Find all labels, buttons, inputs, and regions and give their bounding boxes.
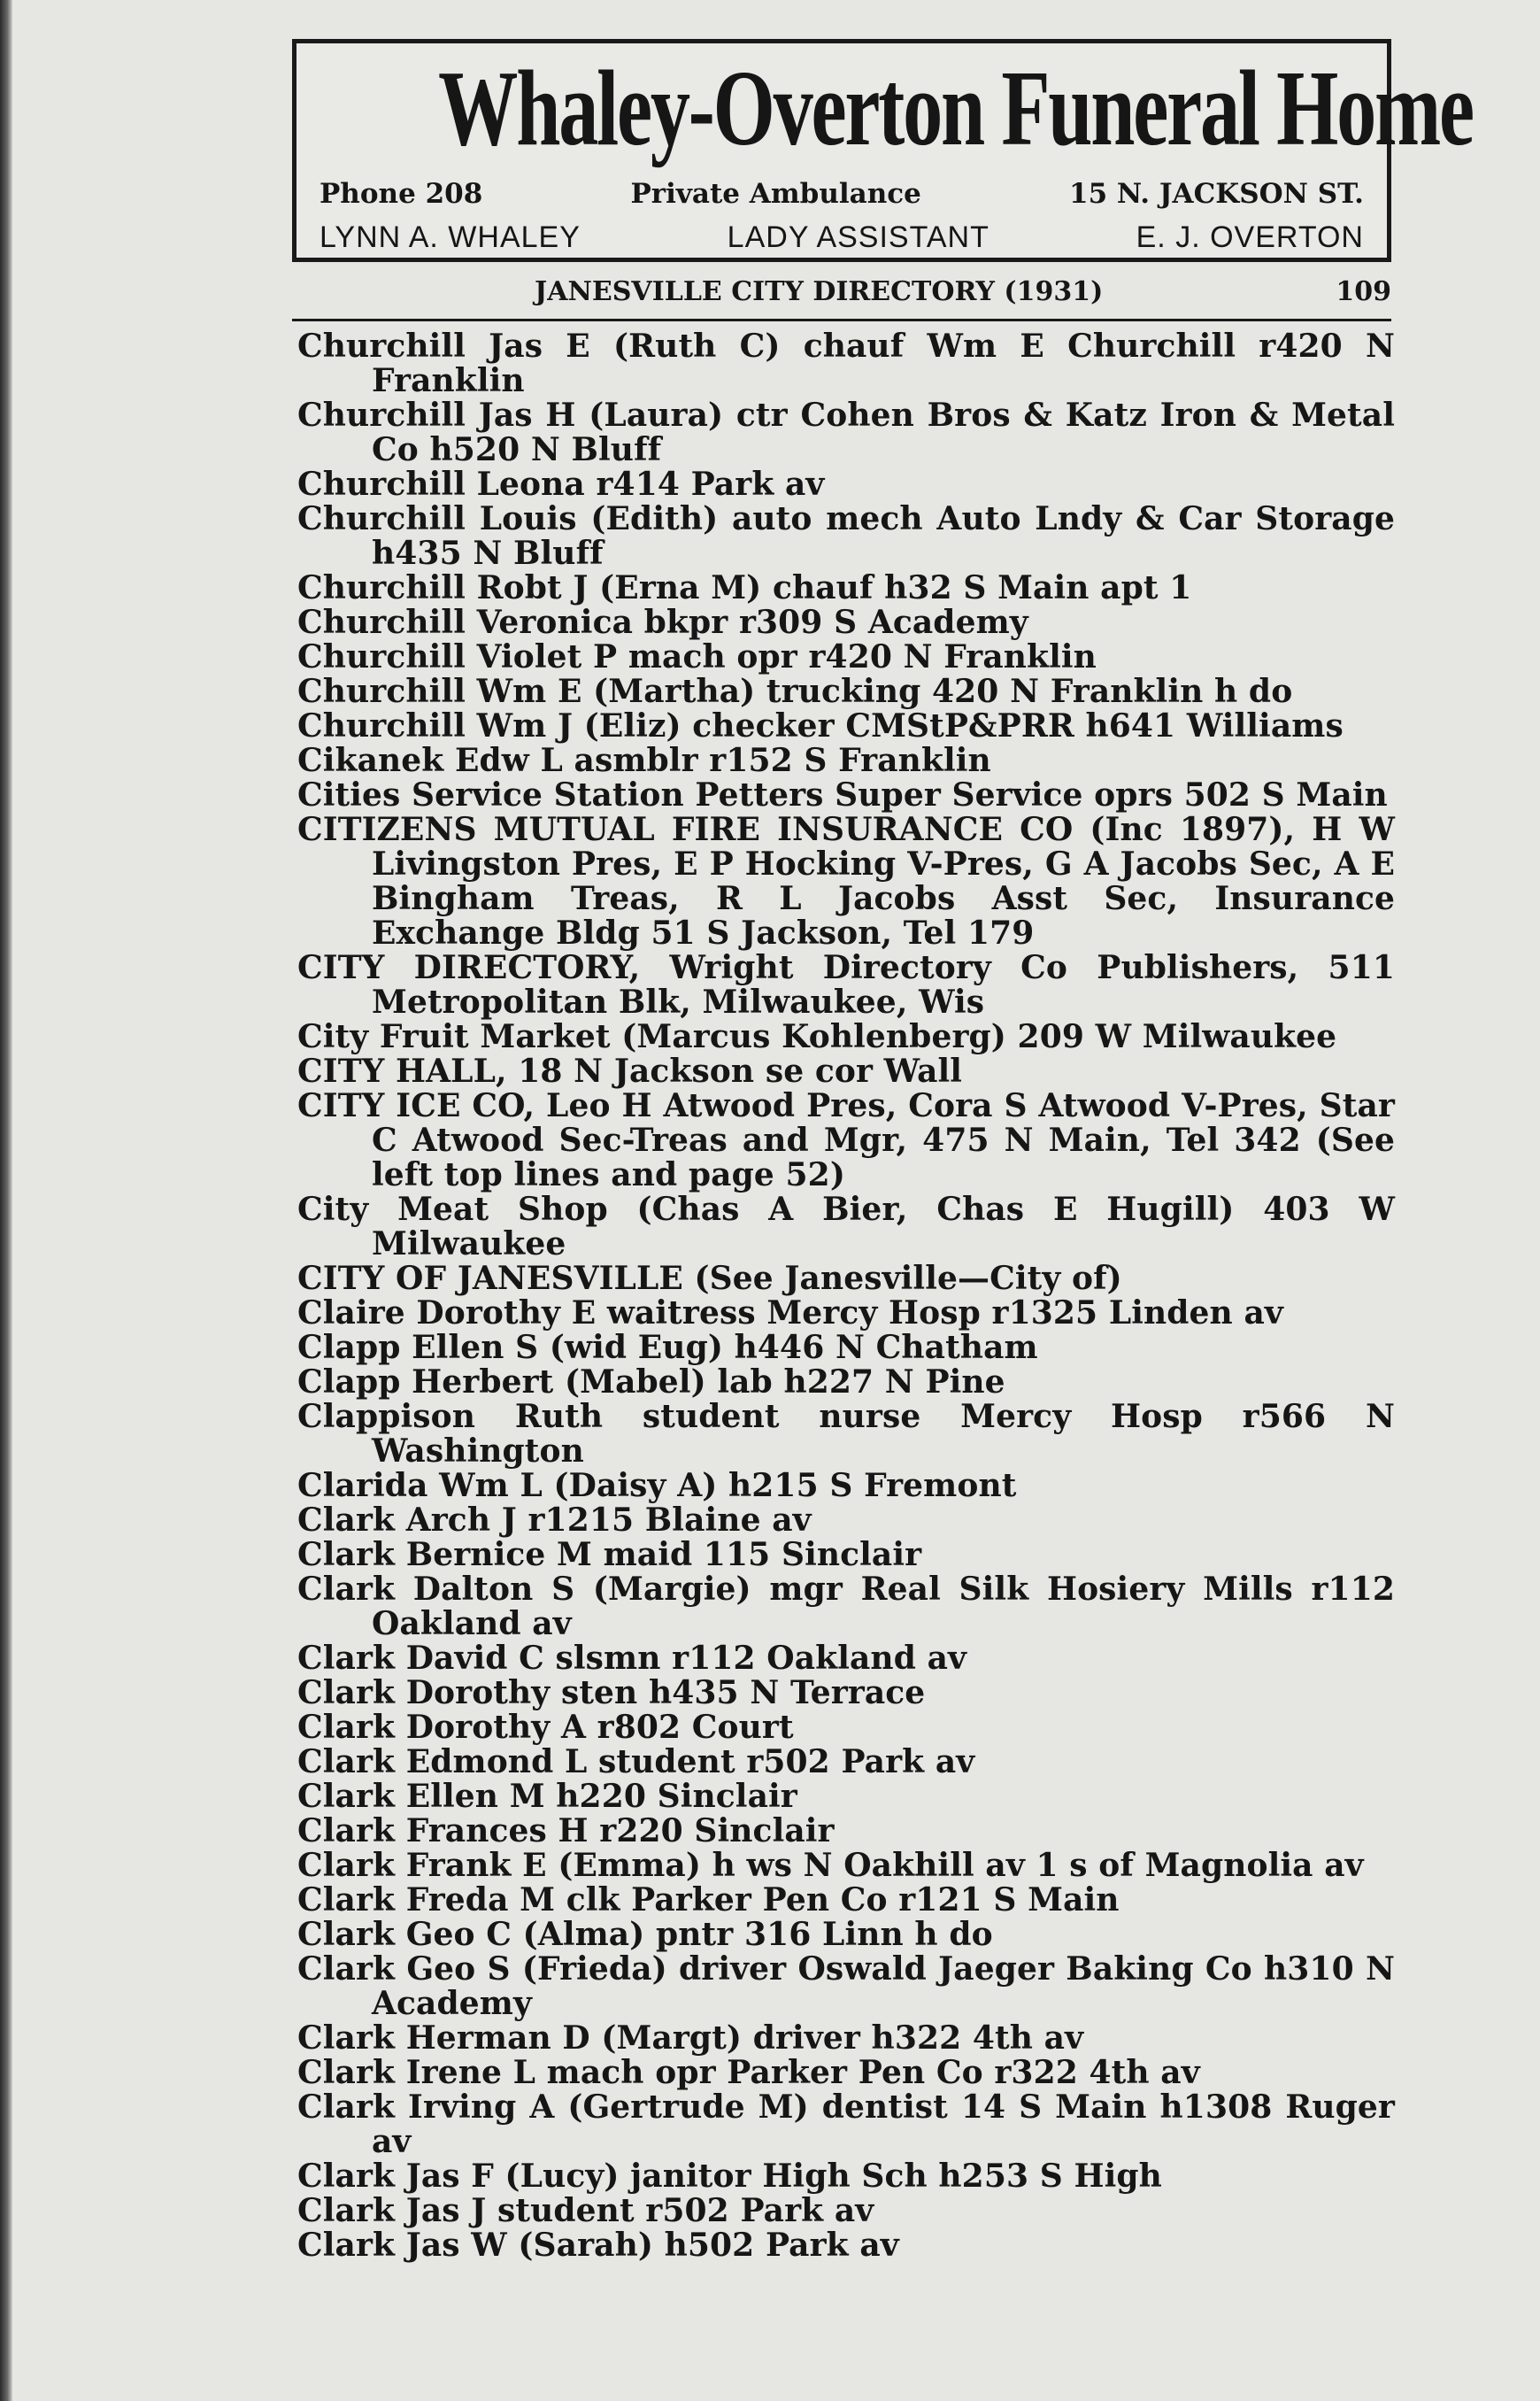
directory-entry: Churchill Jas E (Ruth C) chauf Wm E Churchill r420 N Franklin xyxy=(297,328,1395,399)
directory-entry: Churchill Violet P mach opr r420 N Franklin xyxy=(297,638,1097,676)
directory-entry: CITIZENS MUTUAL FIRE INSURANCE CO (Inc 1897), H W Livingston Pres, E P Hocking V-Pres, G A Jacobs Sec, A E Bingham Treas, R L Jacobs Asst Sec, Insurance Exchange Bldg 51 S Jackson, Tel 179 xyxy=(297,811,1395,952)
advertisement-title: Whaley-Overton Funeral Home xyxy=(438,49,1473,168)
directory-entry: Clark Herman D (Margt) driver h322 4th av xyxy=(297,2019,1084,2057)
advertisement-lady-assistant: LADY ASSISTANT xyxy=(727,220,989,254)
directory-entry: Clark Dorothy sten h435 N Terrace xyxy=(297,1674,926,1711)
directory-entry: Clarida Wm L (Daisy A) h215 S Fremont xyxy=(297,1467,1017,1504)
funeral-home-advertisement xyxy=(292,39,1473,262)
directory-entry: Cikanek Edw L asmblr r152 S Franklin xyxy=(297,742,991,779)
directory-entry: Clark Jas J student r502 Park av xyxy=(297,2192,874,2229)
directory-entry: Clark Jas F (Lucy) janitor High Sch h253 S High xyxy=(297,2158,1162,2195)
directory-entry: Clark Bernice M maid 115 Sinclair xyxy=(297,1536,922,1573)
directory-entry: Clark Irene L mach opr Parker Pen Co r322 4th av xyxy=(297,2054,1200,2091)
directory-entry: Churchill Leona r414 Park av xyxy=(297,466,825,503)
directory-entry: Churchill Jas H (Laura) ctr Cohen Bros & Katz Iron & Metal Co h520 N Bluff xyxy=(297,397,1395,468)
directory-entry: Churchill Wm J (Eliz) checker CMStP&PRR h641 Williams xyxy=(297,707,1344,745)
advertisement-owner-overton: E. J. OVERTON xyxy=(1136,220,1364,254)
directory-entry: Claire Dorothy E waitress Mercy Hosp r1325 Linden av xyxy=(297,1294,1283,1332)
directory-entry: Clark Irving A (Gertrude M) dentist 14 S Main h1308 Ruger av xyxy=(297,2088,1395,2160)
directory-entry: Clapp Ellen S (wid Eug) h446 N Chatham xyxy=(297,1329,1038,1366)
directory-entry: Clark Jas W (Sarah) h502 Park av xyxy=(297,2227,899,2264)
directory-entry: CITY DIRECTORY, Wright Directory Co Publishers, 511 Metropolitan Blk, Milwaukee, Wis xyxy=(297,949,1395,1021)
directory-entry: CITY OF JANESVILLE (See Janesville—City of) xyxy=(297,1260,1122,1297)
directory-entry: Clark Edmond L student r502 Park av xyxy=(297,1743,975,1780)
directory-entry: Clark Geo S (Frieda) driver Oswald Jaeger Baking Co h310 N Academy xyxy=(297,1950,1395,2022)
directory-entries xyxy=(297,329,1395,2263)
directory-entry: Clark Frank E (Emma) h ws N Oakhill av 1 s of Magnolia av xyxy=(297,1847,1364,1884)
advertisement-staff-row xyxy=(320,220,1364,255)
directory-entry: Clapp Herbert (Mabel) lab h227 N Pine xyxy=(297,1363,1005,1401)
directory-entry: Churchill Louis (Edith) auto mech Auto Lndy & Car Storage h435 N Bluff xyxy=(297,500,1395,572)
directory-entry: Clark Ellen M h220 Sinclair xyxy=(297,1778,797,1815)
advertisement-contact-row xyxy=(320,178,1364,210)
running-head xyxy=(294,276,1391,307)
advertisement-ambulance: Private Ambulance xyxy=(630,178,921,210)
directory-entry: Clappison Ruth student nurse Mercy Hosp r566 N Washington xyxy=(297,1398,1395,1470)
page-number: 109 xyxy=(1336,276,1391,307)
directory-entry: Churchill Robt J (Erna M) chauf h32 S Main apt 1 xyxy=(297,569,1192,606)
directory-entry: Clark Dorothy A r802 Court xyxy=(297,1709,794,1746)
directory-entry: Churchill Wm E (Martha) trucking 420 N Franklin h do xyxy=(297,673,1293,710)
page-binding-edge xyxy=(0,0,12,2401)
directory-entry: Clark David C slsmn r112 Oakland av xyxy=(297,1640,967,1677)
advertisement-address: 15 N. JACKSON ST. xyxy=(1069,178,1364,210)
advertisement-phone: Phone 208 xyxy=(320,178,483,210)
directory-entry: Clark Dalton S (Margie) mgr Real Silk Hosiery Mills r112 Oakland av xyxy=(297,1571,1395,1642)
advertisement-owner-whaley: LYNN A. WHALEY xyxy=(320,220,581,254)
directory-entry: Clark Arch J r1215 Blaine av xyxy=(297,1502,812,1539)
directory-entry: CITY HALL, 18 N Jackson se cor Wall xyxy=(297,1053,963,1090)
directory-entry: City Fruit Market (Marcus Kohlenberg) 209 W Milwaukee xyxy=(297,1018,1337,1055)
directory-entry: Cities Service Station Petters Super Service oprs 502 S Main xyxy=(297,776,1388,814)
directory-entry: Clark Frances H r220 Sinclair xyxy=(297,1812,835,1849)
running-head-title: JANESVILLE CITY DIRECTORY (1931) xyxy=(535,276,1104,307)
directory-entry: Churchill Veronica bkpr r309 S Academy xyxy=(297,604,1028,641)
directory-entry: CITY ICE CO, Leo H Atwood Pres, Cora S Atwood V-Pres, Star C Atwood Sec-Treas and Mgr, 475 N Main, Tel 342 (See left top lines and page 52) xyxy=(297,1087,1395,1193)
directory-entry: Clark Freda M clk Parker Pen Co r121 S Main xyxy=(297,1881,1120,1918)
directory-entry: Clark Geo C (Alma) pntr 316 Linn h do xyxy=(297,1916,993,1953)
directory-entry: City Meat Shop (Chas A Bier, Chas E Hugill) 403 W Milwaukee xyxy=(297,1191,1395,1262)
running-head-rule xyxy=(292,319,1391,321)
